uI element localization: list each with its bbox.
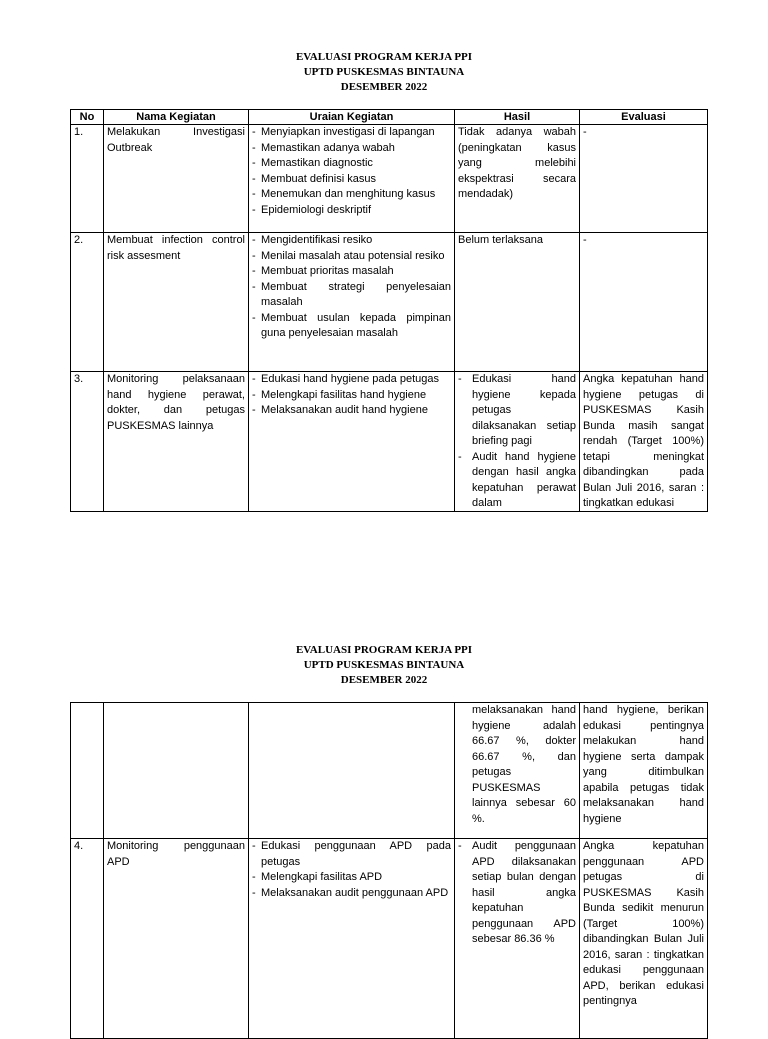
row-uraian bbox=[249, 125, 455, 233]
table-row bbox=[71, 233, 708, 372]
row-hasil bbox=[455, 372, 580, 512]
doc-title: EVALUASI PROGRAM KERJA PPI bbox=[295, 51, 473, 63]
list-item: - Menilai masalah atau potensial resiko bbox=[252, 249, 451, 265]
list-item: - Membuat usulan kepada pimpinan guna penyelesaian masalah bbox=[252, 311, 451, 342]
doc-title: EVALUASI PROGRAM KERJA PPI bbox=[295, 644, 473, 656]
row-nama bbox=[104, 703, 249, 839]
col-hasil: Hasil bbox=[455, 110, 580, 125]
row-uraian bbox=[249, 372, 455, 512]
table-row bbox=[71, 372, 708, 512]
row-nama: Monitoring penggunaan APD bbox=[104, 839, 249, 1039]
row-hasil bbox=[455, 839, 580, 1039]
row-evaluasi: - bbox=[580, 233, 708, 372]
list-item: - Audit penggunaan APD dilaksanakan setiap bulan dengan hasil angka kepatuhan penggunaan APD sebesar 86.36 % bbox=[458, 839, 576, 948]
col-evaluasi: Evaluasi bbox=[580, 110, 708, 125]
row-evaluasi: hand hygiene, berikan edukasi pentingnya melakukan hand hygiene serta dampak yang ditimbulkan apabila petugas tidak melaksanakan hand hygiene bbox=[580, 703, 708, 839]
list-item: - Edukasi hand hygiene pada petugas bbox=[252, 372, 451, 388]
row-hasil: Belum terlaksana bbox=[455, 233, 580, 372]
doc-subtitle: UPTD PUSKESMAS BINTAUNA bbox=[303, 659, 465, 671]
evaluation-table-page-2 bbox=[70, 702, 708, 1039]
list-item: - Melaksanakan audit penggunaan APD bbox=[252, 886, 451, 902]
list-item: - Melaksanakan audit hand hygiene bbox=[252, 403, 451, 419]
list-item: - Melengkapi fasilitas hand hygiene bbox=[252, 388, 451, 404]
row-no: 4. bbox=[71, 839, 104, 1039]
doc-period: DESEMBER 2022 bbox=[340, 81, 428, 93]
col-uraian-kegiatan: Uraian Kegiatan bbox=[249, 110, 455, 125]
row-uraian bbox=[249, 839, 455, 1039]
row-nama: Membuat infection control risk assesment bbox=[104, 233, 249, 372]
table-header-row bbox=[71, 110, 708, 125]
list-item: - Edukasi penggunaan APD pada petugas bbox=[252, 839, 451, 870]
col-no: No bbox=[71, 110, 104, 125]
row-no: 1. bbox=[71, 125, 104, 233]
list-item: - Membuat definisi kasus bbox=[252, 172, 451, 188]
list-item: - Memastikan adanya wabah bbox=[252, 141, 451, 157]
row-no: 3. bbox=[71, 372, 104, 512]
table-row bbox=[71, 125, 708, 233]
table-row bbox=[71, 839, 708, 1039]
row-hasil: Tidak adanya wabah (peningkatan kasus yang melebihi ekspektrasi secara mendadak) bbox=[455, 125, 580, 233]
list-item: - Menyiapkan investigasi di lapangan bbox=[252, 125, 451, 141]
row-uraian bbox=[249, 703, 455, 839]
list-item: - Audit hand hygiene dengan hasil angka kepatuhan perawat dalam bbox=[458, 450, 576, 512]
row-no bbox=[71, 703, 104, 839]
row-evaluasi: Angka kepatuhan penggunaan APD petugas di PUSKESMAS Kasih Bunda sedikit menurun (Target 100%) dibandingkan Bulan Juli 2016, saran : tingkatkan edukasi penggunaan APD, berikan edukasi pentingnya bbox=[580, 839, 708, 1039]
list-item: - Mengidentifikasi resiko bbox=[252, 233, 451, 249]
row-hasil: melaksanakan hand hygiene adalah 66.67 %, dokter 66.67 %, dan petugas PUSKESMAS lainnya sebesar 60 %. bbox=[455, 703, 580, 839]
list-item: - Memastikan diagnostic bbox=[252, 156, 451, 172]
row-evaluasi bbox=[580, 372, 708, 512]
list-item: - Melengkapi fasilitas APD bbox=[252, 870, 451, 886]
doc-subtitle: UPTD PUSKESMAS BINTAUNA bbox=[303, 66, 465, 78]
row-nama: Melakukan Investigasi Outbreak bbox=[104, 125, 249, 233]
list-item: - Epidemiologi deskriptif bbox=[252, 203, 451, 219]
page-header-1 bbox=[0, 50, 768, 95]
row-no: 2. bbox=[71, 233, 104, 372]
evaluation-table-page-1 bbox=[70, 109, 708, 512]
list-item: - Edukasi hand hygiene kepada petugas dilaksanakan setiap briefing pagi bbox=[458, 372, 576, 450]
col-nama-kegiatan: Nama Kegiatan bbox=[104, 110, 249, 125]
row-evaluasi: - bbox=[580, 125, 708, 233]
list-item: - Menemukan dan menghitung kasus bbox=[252, 187, 451, 203]
row-uraian bbox=[249, 233, 455, 372]
doc-period: DESEMBER 2022 bbox=[340, 674, 428, 686]
table-row-continuation bbox=[71, 703, 708, 839]
row-nama: Monitoring pelaksanaan hand hygiene perawat, dokter, dan petugas PUSKESMAS lainnya bbox=[104, 372, 249, 512]
row-evaluasi-text: Angka kepatuhan hand hygiene petugas di PUSKESMAS Kasih Bunda masih sangat rendah (Target 100%) tetapi meningkat dibandingkan pada Bulan Juli 2016, saran : tingkatkan edukasi bbox=[583, 373, 704, 509]
page-header-2 bbox=[0, 643, 768, 688]
list-item: - Membuat strategi penyelesaian masalah bbox=[252, 280, 451, 311]
list-item: - Membuat prioritas masalah bbox=[252, 264, 451, 280]
